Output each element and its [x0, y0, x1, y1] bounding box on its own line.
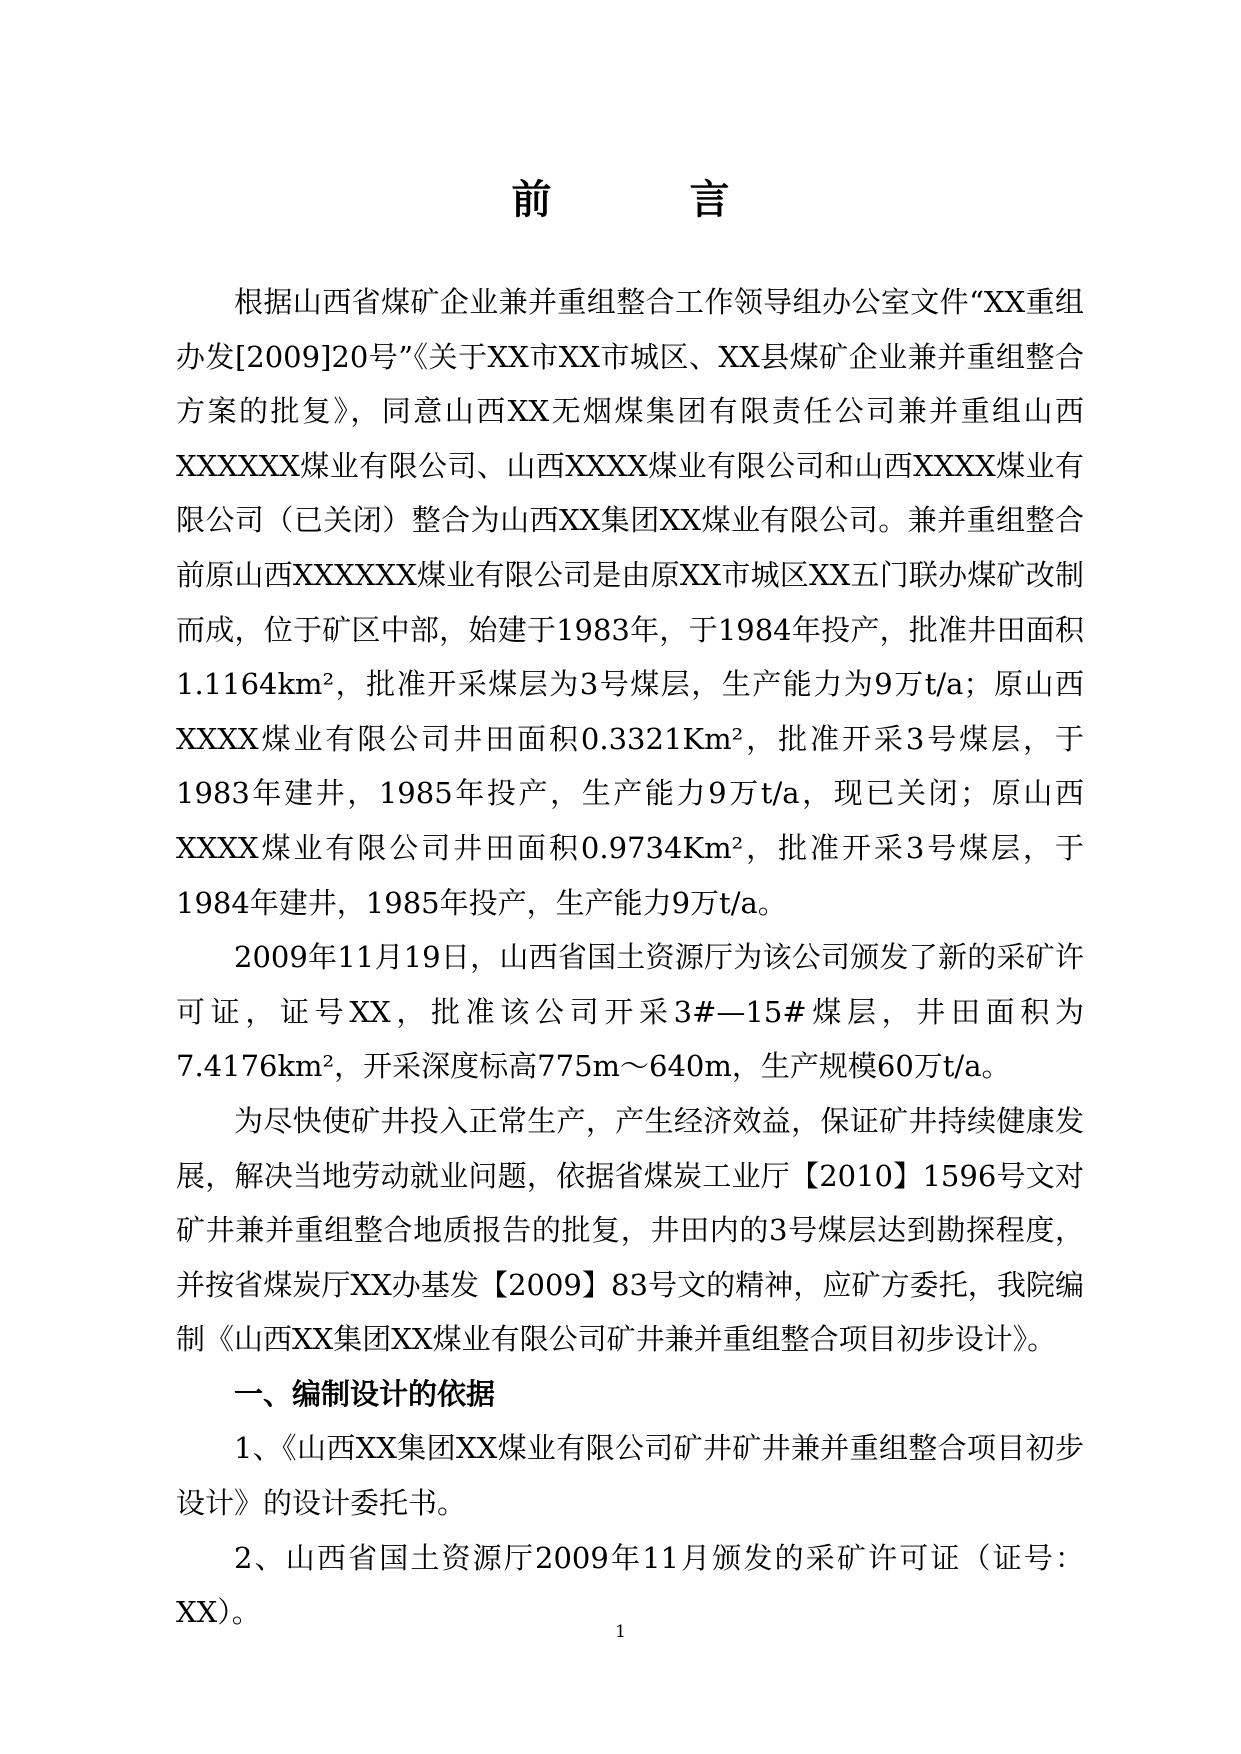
- page-title: 前 言: [511, 177, 792, 223]
- paragraph-license: 2009年11月19日，山西省国土资源厅为该公司颁发了新的采矿许可证，证号XX，批准该公司开采3#—15#煤层，井田面积为7.4176km²，开采深度标高775m～640m，生产规模60万t/a。: [176, 940, 1084, 1084]
- section-heading: 一、编制设计的依据: [234, 1376, 496, 1411]
- paragraph-purpose: 为尽快使矿井投入正常生产，产生经济效益，保证矿井持续健康发展，解决当地劳动就业问题，依据省煤炭工业厅【2010】1596号文对矿井兼并重组整合地质报告的批复，井田内的3号煤层达到勘探程度，并按省煤炭厅XX办基发【2009】83号文的精神，应矿方委托，我院编制《山西XX集团XX煤业有限公司矿井兼并重组整合项目初步设计》。: [176, 1103, 1084, 1357]
- paragraph-background: 根据山西省煤矿企业兼并重组整合工作领导组办公室文件“XX重组办发[2009]20号”《关于XX市XX市城区、XX县煤矿企业兼并重组整合方案的批复》，同意山西XX无烟煤集团有限责任公司兼并重组山西XXXXXX煤业有限公司、山西XXXX煤业有限公司和山西XXXX煤业有限公司（已关闭）整合为山西XX集团XX煤业有限公司。兼并重组整合前原山西XXXXXX煤业有限公司是由原XX市城区XX五门联办煤矿改制而成，位于矿区中部，始建于1983年，于1984年投产，批准井田面积1.1164km²，批准开采煤层为3号煤层，生产能力为9万t/a；原山西XXXX煤业有限公司井田面积0.3321Km²，批准开采3号煤层，于1983年建井，1985年投产，生产能力9万t/a，现已关闭；原山西XXXX煤业有限公司井田面积0.9734Km²，批准开采3号煤层，于1984年建井，1985年投产，生产能力9万t/a。: [176, 285, 1084, 920]
- list-item: 2、山西省国土资源厅2009年11月颁发的采矿许可证（证号：XX）。: [176, 1540, 1084, 1630]
- document-body: [176, 275, 1084, 1640]
- list-item: 1、《山西XX集团XX煤业有限公司矿井矿井兼并重组整合项目初步设计》的设计委托书。: [176, 1431, 1084, 1521]
- page-number: 1: [615, 1622, 626, 1642]
